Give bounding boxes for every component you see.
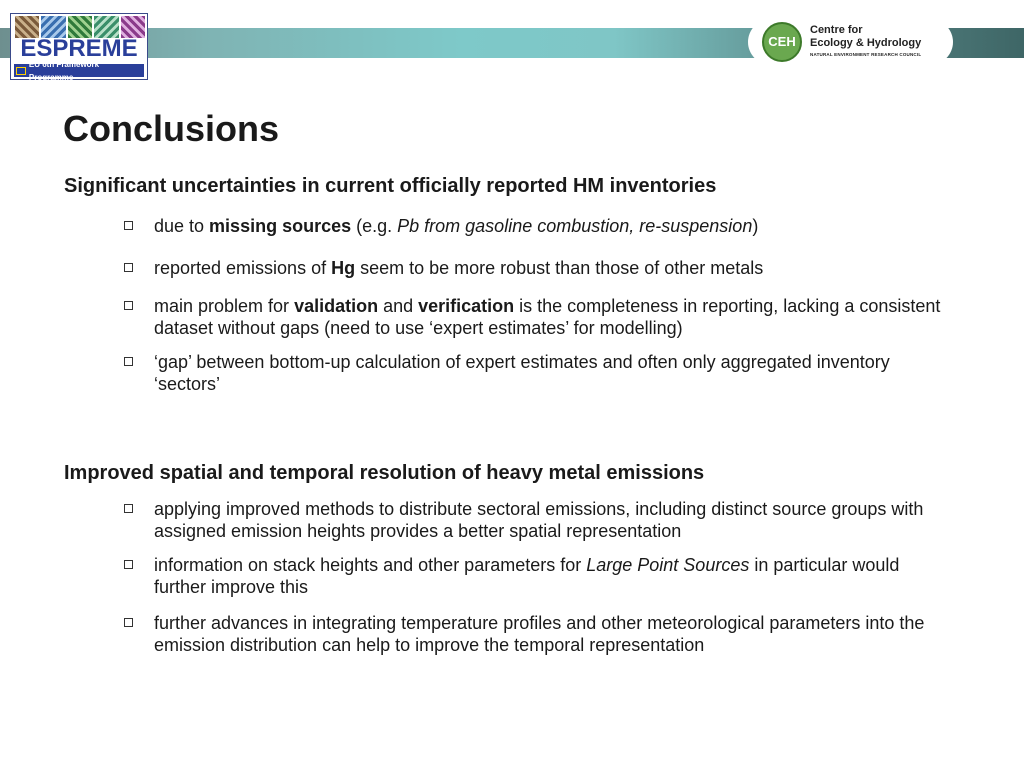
page-title: Conclusions: [63, 108, 280, 149]
espreme-program-text: EU 6th Framework Programme: [28, 59, 100, 82]
espreme-logo: [10, 13, 148, 80]
italic-span: Large Point Sources: [586, 555, 750, 575]
text-span: and: [378, 296, 419, 316]
espreme-program-label: [14, 59, 144, 82]
eu-flag-icon: [16, 67, 26, 75]
bullet-box-icon: [124, 618, 133, 627]
text-span: information on stack heights and other parameters for: [154, 555, 587, 575]
text-span: due to: [154, 216, 210, 236]
text-span: in particular would further improve this: [154, 555, 900, 597]
ceh-logo: [748, 19, 953, 65]
text-span: is the completeness in reporting, lacking a consistent dataset without gaps (need to use ‘expert estimates’ for modelling): [154, 296, 941, 338]
bold-span: validation: [294, 296, 379, 316]
bold-span: Hg: [331, 258, 356, 278]
section2-heading: Improved spatial and temporal resolution of heavy metal emissions: [64, 462, 705, 484]
list-item: [124, 612, 944, 656]
text-span: applying improved methods to distribute sectoral emissions, including distinct source groups with assigned emission heights provides a better spatial representation: [154, 499, 924, 541]
text-span: (e.g.: [351, 216, 398, 236]
list-item: [124, 498, 944, 542]
list-item: [124, 554, 924, 598]
text-span: ‘gap’ between bottom-up calculation of expert estimates and often only aggregated inventory ‘sectors’: [154, 352, 890, 394]
section1-list: [124, 215, 954, 395]
ceh-logo-line1: Centre for: [810, 24, 863, 36]
espreme-logo-name: ESPREME: [20, 35, 138, 62]
list-item: [124, 257, 954, 279]
text-span: main problem for: [154, 296, 295, 316]
ceh-logo-line2: Ecology & Hydrology: [810, 37, 922, 49]
bullet-box-icon: [124, 263, 133, 272]
list-item: [124, 215, 954, 237]
ceh-logo-line3: NATURAL ENVIRONMENT RESEARCH COUNCIL: [810, 52, 922, 57]
section1-heading: Significant uncertainties in current officially reported HM inventories: [64, 175, 717, 197]
list-item: [124, 295, 954, 339]
text-span: further advances in integrating temperature profiles and other meteorological parameters into the emission distribution can help to improve the temporal representation: [154, 613, 925, 655]
bold-span: verification: [418, 296, 515, 316]
italic-span: Pb from gasoline combustion, re-suspension: [397, 216, 753, 236]
bullet-box-icon: [124, 221, 133, 230]
section2-list: [124, 498, 954, 656]
text-span: ): [752, 216, 759, 236]
bullet-box-icon: [124, 301, 133, 310]
text-span: reported emissions of: [154, 258, 332, 278]
ceh-logo-mark: CEH: [762, 22, 802, 62]
text-span: seem to be more robust than those of other metals: [355, 258, 764, 278]
list-item: [124, 351, 894, 395]
bullet-box-icon: [124, 504, 133, 513]
bullet-box-icon: [124, 357, 133, 366]
bold-span: missing sources: [209, 216, 352, 236]
bullet-box-icon: [124, 560, 133, 569]
